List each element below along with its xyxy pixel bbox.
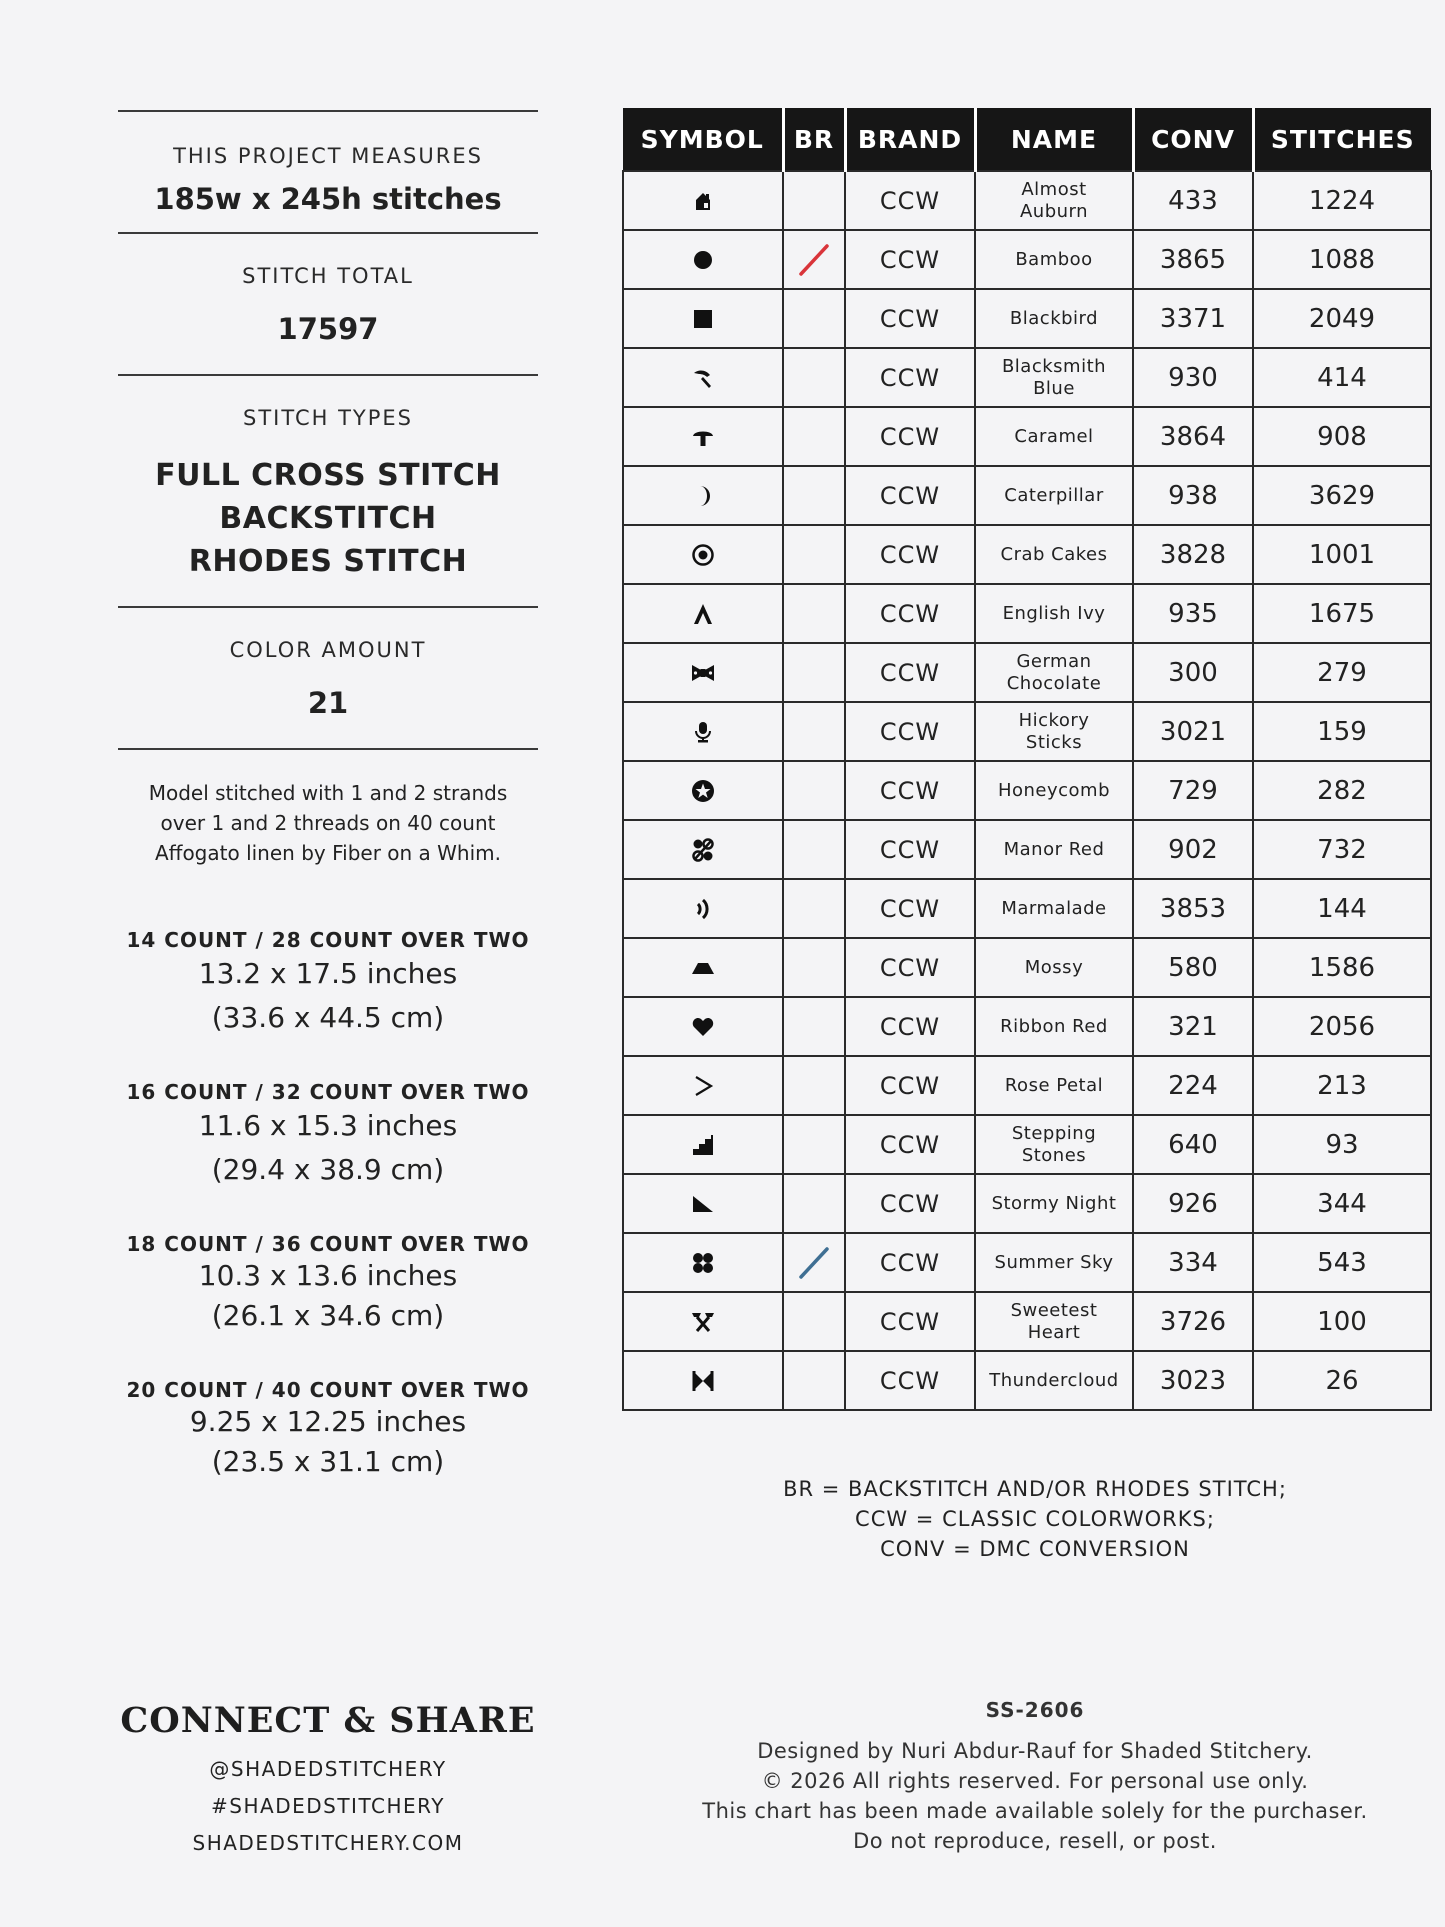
color-name-cell xyxy=(975,1056,1133,1115)
br-cell xyxy=(783,1174,845,1233)
star-circle-icon xyxy=(624,779,782,803)
table-row xyxy=(623,1174,1431,1233)
note-line: Model stitched with 1 and 2 strands xyxy=(148,781,508,805)
br-cell xyxy=(783,289,845,348)
color-name-cell xyxy=(975,1233,1133,1292)
dmc-conversion-cell: 300 xyxy=(1133,643,1253,702)
stitch-count-cell: 1224 xyxy=(1253,171,1431,230)
stitch-types-label: STITCH TYPES xyxy=(243,406,413,430)
table-body xyxy=(623,171,1431,1410)
count-heading: 14 COUNT / 28 COUNT OVER TWO xyxy=(126,928,530,952)
count-inches: 9.25 x 12.25 inches xyxy=(189,1405,467,1438)
color-name-line: Caramel xyxy=(1014,425,1094,447)
dmc-conversion-cell: 935 xyxy=(1133,584,1253,643)
brand-cell: CCW xyxy=(845,879,975,938)
dmc-conversion-cell: 3853 xyxy=(1133,879,1253,938)
brand-cell: CCW xyxy=(845,1056,975,1115)
note-line: Affogato linen by Fiber on a Whim. xyxy=(154,841,501,865)
color-name-cell xyxy=(975,1174,1133,1233)
count-cm: (29.4 x 38.9 cm) xyxy=(211,1153,445,1186)
brand-cell: CCW xyxy=(845,938,975,997)
chevron-right-icon xyxy=(624,1074,782,1098)
color-name-cell xyxy=(975,1115,1133,1174)
stitch-count-cell: 1088 xyxy=(1253,230,1431,289)
symbol-cell xyxy=(623,1115,783,1174)
stitch-type: BACKSTITCH xyxy=(219,501,437,536)
brand-cell: CCW xyxy=(845,407,975,466)
symbol-cell xyxy=(623,761,783,820)
color-amount-label: COLOR AMOUNT xyxy=(229,638,427,662)
br-cell xyxy=(783,171,845,230)
stitch-count-cell: 159 xyxy=(1253,702,1431,761)
brand-cell: CCW xyxy=(845,584,975,643)
color-name-line: Blacksmith xyxy=(1001,355,1107,377)
heart-icon xyxy=(624,1015,782,1039)
table-row xyxy=(623,407,1431,466)
stitch-total-label: STITCH TOTAL xyxy=(242,264,414,288)
symbol-cell xyxy=(623,1351,783,1410)
brand-cell: CCW xyxy=(845,171,975,230)
stitch-count-cell: 732 xyxy=(1253,820,1431,879)
pinwheel-icon xyxy=(624,838,782,862)
table-row xyxy=(623,289,1431,348)
br-cell xyxy=(783,1233,845,1292)
color-name-line: German xyxy=(1016,650,1092,672)
symbol-cell xyxy=(623,820,783,879)
dmc-conversion-cell: 729 xyxy=(1133,761,1253,820)
count-cm: (26.1 x 34.6 cm) xyxy=(211,1299,445,1332)
symbol-cell xyxy=(623,525,783,584)
legend-line: CONV = DMC CONVERSION xyxy=(880,1537,1190,1561)
br-cell xyxy=(783,466,845,525)
table-row xyxy=(623,761,1431,820)
color-name-line: Thundercloud xyxy=(989,1369,1119,1391)
color-amount-value: 21 xyxy=(307,686,349,720)
hourglass-side-icon xyxy=(624,1369,782,1393)
website-link[interactable]: SHADEDSTITCHERY.COM xyxy=(192,1831,464,1855)
stitch-count-cell: 2056 xyxy=(1253,997,1431,1056)
symbol-cell xyxy=(623,171,783,230)
stitch-total-value: 17597 xyxy=(277,312,379,346)
stitch-count-cell: 908 xyxy=(1253,407,1431,466)
symbol-cell xyxy=(623,466,783,525)
brand-cell: CCW xyxy=(845,289,975,348)
dmc-conversion-cell: 3021 xyxy=(1133,702,1253,761)
pattern-code: SS-2606 xyxy=(985,1698,1085,1722)
stitch-count-cell: 26 xyxy=(1253,1351,1431,1410)
dmc-conversion-cell: 433 xyxy=(1133,171,1253,230)
brand-cell: CCW xyxy=(845,643,975,702)
color-name-line: Sweetest xyxy=(1010,1299,1098,1321)
count-block xyxy=(118,1378,538,1482)
symbol-cell xyxy=(623,702,783,761)
color-name-cell xyxy=(975,171,1133,230)
thread-key-table xyxy=(622,108,1432,1411)
stitch-type: FULL CROSS STITCH xyxy=(155,458,501,493)
backstitch-swatch-icon xyxy=(784,242,844,278)
table-row xyxy=(623,643,1431,702)
brand-cell: CCW xyxy=(845,348,975,407)
color-name-cell xyxy=(975,348,1133,407)
count-inches: 11.6 x 15.3 inches xyxy=(198,1109,458,1142)
dmc-conversion-cell: 926 xyxy=(1133,1174,1253,1233)
square-icon xyxy=(624,307,782,331)
dmc-conversion-cell: 930 xyxy=(1133,348,1253,407)
bowtie-icon xyxy=(624,661,782,685)
hammers-icon xyxy=(624,1310,782,1334)
color-name-cell xyxy=(975,997,1133,1056)
dmc-conversion-cell: 640 xyxy=(1133,1115,1253,1174)
color-name-line: Stepping xyxy=(1011,1122,1097,1144)
color-name-line: Heart xyxy=(1027,1321,1081,1343)
color-name-line: Hickory xyxy=(1018,709,1090,731)
stitch-count-cell: 2049 xyxy=(1253,289,1431,348)
table-row xyxy=(623,466,1431,525)
count-inches: 13.2 x 17.5 inches xyxy=(198,957,458,990)
measures-value: 185w x 245h stitches xyxy=(154,182,502,216)
color-name-cell xyxy=(975,643,1133,702)
table-row xyxy=(623,171,1431,230)
color-name-cell xyxy=(975,525,1133,584)
tent-icon xyxy=(624,602,782,626)
color-name-line: Honeycomb xyxy=(997,779,1111,801)
social-handle: @SHADEDSTITCHERY xyxy=(209,1757,447,1781)
project-info-panel xyxy=(118,110,538,1482)
stitch-types-list xyxy=(118,454,538,583)
color-name-cell xyxy=(975,938,1133,997)
brand-cell: CCW xyxy=(845,525,975,584)
color-name-line: Auburn xyxy=(1019,200,1089,222)
table-row xyxy=(623,702,1431,761)
dmc-conversion-cell: 3864 xyxy=(1133,407,1253,466)
moon-icon xyxy=(624,484,782,508)
microphone-icon xyxy=(624,720,782,744)
dmc-conversion-cell: 334 xyxy=(1133,1233,1253,1292)
color-name-cell xyxy=(975,879,1133,938)
dmc-conversion-cell: 938 xyxy=(1133,466,1253,525)
stitch-count-cell: 93 xyxy=(1253,1115,1431,1174)
symbol-cell xyxy=(623,348,783,407)
dmc-conversion-cell: 3865 xyxy=(1133,230,1253,289)
brand-cell: CCW xyxy=(845,230,975,289)
color-name-line: Blue xyxy=(1033,377,1075,399)
br-cell xyxy=(783,1115,845,1174)
table-row xyxy=(623,1115,1431,1174)
stitch-count-cell: 279 xyxy=(1253,643,1431,702)
count-heading: 20 COUNT / 40 COUNT OVER TWO xyxy=(126,1378,530,1402)
header-stitches: STITCHES xyxy=(1253,108,1431,171)
color-name-line: Chocolate xyxy=(1006,672,1102,694)
color-name-cell xyxy=(975,289,1133,348)
br-cell xyxy=(783,879,845,938)
br-cell xyxy=(783,938,845,997)
table-row xyxy=(623,1233,1431,1292)
color-name-line: Mossy xyxy=(1024,956,1084,978)
br-cell xyxy=(783,761,845,820)
br-cell xyxy=(783,348,845,407)
color-name-line: Stormy Night xyxy=(991,1192,1117,1214)
stitch-count-cell: 3629 xyxy=(1253,466,1431,525)
table-row xyxy=(623,584,1431,643)
model-note xyxy=(118,750,538,928)
color-name-line: Rose Petal xyxy=(1004,1074,1104,1096)
color-name-cell xyxy=(975,584,1133,643)
measures-label: THIS PROJECT MEASURES xyxy=(173,144,483,168)
dmc-conversion-cell: 224 xyxy=(1133,1056,1253,1115)
table-row xyxy=(623,230,1431,289)
table-row xyxy=(623,879,1431,938)
color-name-line: Manor Red xyxy=(1003,838,1105,860)
br-cell xyxy=(783,1351,845,1410)
table-row xyxy=(623,997,1431,1056)
footer-line: This chart has been made available solely for the purchaser. xyxy=(702,1799,1368,1823)
stairs-icon xyxy=(624,1133,782,1157)
color-name-line: Bamboo xyxy=(1015,248,1093,270)
symbol-cell xyxy=(623,1174,783,1233)
connect-share-section xyxy=(118,1700,538,1862)
trapezoid-icon xyxy=(624,956,782,980)
pickaxe-icon xyxy=(624,366,782,390)
brand-cell: CCW xyxy=(845,1115,975,1174)
color-name-cell xyxy=(975,761,1133,820)
color-name-line: Almost xyxy=(1021,178,1087,200)
color-name-line: Stones xyxy=(1021,1144,1087,1166)
count-block xyxy=(118,928,538,1080)
right-triangle-icon xyxy=(624,1192,782,1216)
social-hashtag: #SHADEDSTITCHERY xyxy=(211,1794,445,1818)
color-name-cell xyxy=(975,1292,1133,1351)
symbol-cell xyxy=(623,643,783,702)
color-name-cell xyxy=(975,702,1133,761)
brand-cell: CCW xyxy=(845,997,975,1056)
stitch-type: RHODES STITCH xyxy=(188,544,468,579)
table-row xyxy=(623,348,1431,407)
dmc-conversion-cell: 321 xyxy=(1133,997,1253,1056)
brand-cell: CCW xyxy=(845,1292,975,1351)
count-heading: 16 COUNT / 32 COUNT OVER TWO xyxy=(126,1080,530,1104)
count-cm: (23.5 x 31.1 cm) xyxy=(211,1445,445,1478)
dmc-conversion-cell: 3371 xyxy=(1133,289,1253,348)
br-cell xyxy=(783,1292,845,1351)
br-cell xyxy=(783,1056,845,1115)
header-br: BR xyxy=(783,108,845,171)
backstitch-swatch-icon xyxy=(784,1245,844,1281)
table-row xyxy=(623,1351,1431,1410)
br-cell xyxy=(783,820,845,879)
table-row xyxy=(623,525,1431,584)
dmc-conversion-cell: 902 xyxy=(1133,820,1253,879)
target-icon xyxy=(624,543,782,567)
footer-line: Designed by Nuri Abdur-Rauf for Shaded Stitchery. xyxy=(757,1739,1313,1763)
abbreviation-legend xyxy=(690,1474,1380,1564)
color-name-cell xyxy=(975,407,1133,466)
symbol-cell xyxy=(623,289,783,348)
color-name-line: Crab Cakes xyxy=(1000,543,1108,565)
count-block xyxy=(118,1080,538,1232)
color-name-cell xyxy=(975,466,1133,525)
symbol-cell xyxy=(623,1233,783,1292)
copyright-footer xyxy=(660,1698,1410,1856)
count-heading: 18 COUNT / 36 COUNT OVER TWO xyxy=(126,1232,530,1256)
br-cell xyxy=(783,525,845,584)
stitch-count-cell: 543 xyxy=(1253,1233,1431,1292)
note-line: over 1 and 2 threads on 40 count xyxy=(160,811,496,835)
br-cell xyxy=(783,407,845,466)
symbol-cell xyxy=(623,1056,783,1115)
table-header-row xyxy=(623,108,1431,171)
brand-cell: CCW xyxy=(845,1174,975,1233)
dmc-conversion-cell: 580 xyxy=(1133,938,1253,997)
br-cell xyxy=(783,230,845,289)
footer-line: © 2026 All rights reserved. For personal use only. xyxy=(761,1769,1309,1793)
table-row xyxy=(623,1056,1431,1115)
connect-title: CONNECT & SHARE xyxy=(120,1700,536,1741)
table-row xyxy=(623,1292,1431,1351)
clover-icon xyxy=(624,1251,782,1275)
house-icon xyxy=(624,189,782,213)
stitch-count-cell: 144 xyxy=(1253,879,1431,938)
signal-icon xyxy=(624,897,782,921)
footer-line: Do not reproduce, resell, or post. xyxy=(853,1829,1217,1853)
color-name-line: Summer Sky xyxy=(994,1251,1114,1273)
brand-cell: CCW xyxy=(845,820,975,879)
stitch-count-cell: 1675 xyxy=(1253,584,1431,643)
header-conv: CONV xyxy=(1133,108,1253,171)
mushroom-icon xyxy=(624,425,782,449)
brand-cell: CCW xyxy=(845,466,975,525)
br-cell xyxy=(783,702,845,761)
table-row xyxy=(623,820,1431,879)
brand-cell: CCW xyxy=(845,702,975,761)
color-name-line: Ribbon Red xyxy=(1000,1015,1108,1037)
brand-cell: CCW xyxy=(845,761,975,820)
symbol-cell xyxy=(623,1292,783,1351)
header-name: NAME xyxy=(975,108,1133,171)
symbol-cell xyxy=(623,584,783,643)
color-name-line: Caterpillar xyxy=(1004,484,1104,506)
dmc-conversion-cell: 3023 xyxy=(1133,1351,1253,1410)
brand-cell: CCW xyxy=(845,1351,975,1410)
color-name-cell xyxy=(975,820,1133,879)
stitch-count-cell: 344 xyxy=(1253,1174,1431,1233)
count-block xyxy=(118,1232,538,1378)
brand-cell: CCW xyxy=(845,1233,975,1292)
br-cell xyxy=(783,643,845,702)
table-row xyxy=(623,938,1431,997)
color-name-cell xyxy=(975,230,1133,289)
stitch-count-cell: 213 xyxy=(1253,1056,1431,1115)
count-inches: 10.3 x 13.6 inches xyxy=(198,1259,458,1292)
br-cell xyxy=(783,584,845,643)
symbol-cell xyxy=(623,407,783,466)
circle-icon xyxy=(624,248,782,272)
count-cm: (33.6 x 44.5 cm) xyxy=(211,1001,445,1034)
header-symbol: SYMBOL xyxy=(623,108,783,171)
color-name-line: Marmalade xyxy=(1001,897,1107,919)
symbol-cell xyxy=(623,938,783,997)
dmc-conversion-cell: 3726 xyxy=(1133,1292,1253,1351)
symbol-cell xyxy=(623,230,783,289)
header-brand: BRAND xyxy=(845,108,975,171)
legend-line: CCW = CLASSIC COLORWORKS; xyxy=(855,1507,1215,1531)
symbol-cell xyxy=(623,997,783,1056)
stitch-count-cell: 1001 xyxy=(1253,525,1431,584)
dmc-conversion-cell: 3828 xyxy=(1133,525,1253,584)
color-name-cell xyxy=(975,1351,1133,1410)
stitch-count-cell: 282 xyxy=(1253,761,1431,820)
color-name-line: English Ivy xyxy=(1002,602,1106,624)
legend-line: BR = BACKSTITCH AND/OR RHODES STITCH; xyxy=(783,1477,1287,1501)
stitch-count-cell: 1586 xyxy=(1253,938,1431,997)
color-name-line: Blackbird xyxy=(1009,307,1099,329)
color-name-line: Sticks xyxy=(1025,731,1083,753)
stitch-count-cell: 414 xyxy=(1253,348,1431,407)
symbol-cell xyxy=(623,879,783,938)
br-cell xyxy=(783,997,845,1056)
stitch-count-cell: 100 xyxy=(1253,1292,1431,1351)
